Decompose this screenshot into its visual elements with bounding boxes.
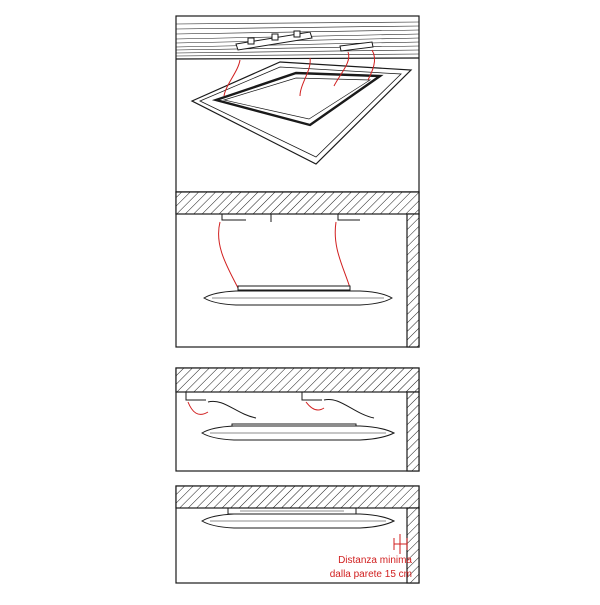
step-3-wires (188, 402, 324, 414)
step-2-wall (407, 214, 419, 347)
step-2-frame (176, 192, 419, 347)
step-3-led-panel (202, 424, 394, 440)
step-4-ceiling (176, 486, 419, 508)
step-3-panel (176, 368, 419, 471)
step-3-ceiling (176, 368, 419, 392)
distance-marker (394, 534, 407, 554)
ceiling-edge (176, 58, 419, 59)
step-3-wall (407, 392, 419, 471)
min-distance-note-line-1: Distanza minima (338, 555, 412, 566)
step-2-led-panel (204, 286, 392, 305)
step-3-cables (208, 399, 374, 418)
step-3-brackets (186, 392, 322, 400)
step-2-cables (219, 222, 350, 288)
step-2-brackets (222, 214, 360, 222)
step-4-led-panel (202, 514, 394, 528)
step-1-panel (176, 16, 419, 192)
min-distance-note-line-2: dalla parete 15 cm (329, 569, 412, 580)
step-4-brackets (228, 508, 356, 514)
step-2-ceiling (176, 192, 419, 214)
step-2-panel (176, 192, 419, 347)
